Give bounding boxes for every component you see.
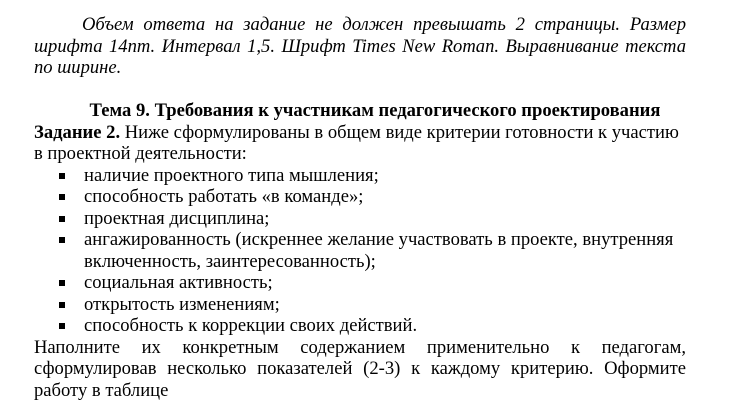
document-page <box>34 14 686 401</box>
criteria-item-text: социальная активность; <box>84 272 273 293</box>
task-text: Ниже сформулированы в общем виде критерии готовности к участию в проектной деятельности: <box>34 121 679 164</box>
square-bullet-icon <box>59 323 65 329</box>
topic-title: Тема 9. Требования к участникам педагогического проектирования <box>89 100 661 121</box>
criteria-list <box>34 165 686 337</box>
blank-line <box>34 79 686 101</box>
criteria-item-text: проектная дисциплина; <box>84 207 270 229</box>
task-label: Задание 2. <box>34 121 121 143</box>
criteria-item <box>84 186 686 208</box>
criteria-item <box>84 229 686 272</box>
criteria-item-text: наличие проектного типа мышления; <box>84 164 379 186</box>
square-bullet-icon <box>59 237 65 243</box>
criteria-item-text: ангажированность (искреннее желание участвовать в проекте, внутренняя включенность, заинтересованность); <box>84 229 674 272</box>
criteria-item <box>84 208 686 230</box>
criteria-item <box>84 294 686 316</box>
criteria-item-text: открытость изменениям; <box>84 293 280 315</box>
square-bullet-icon <box>59 173 65 179</box>
criteria-item-text: способность к коррекции своих действий. <box>84 315 418 336</box>
criteria-item <box>84 165 686 187</box>
square-bullet-icon <box>59 302 65 308</box>
square-bullet-icon <box>59 280 65 286</box>
formatting-instruction: Объем ответа на задание не должен превышать 2 страницы. Размер шрифта 14пт. Интервал 1,5. Шрифт Times New Roman. Выравнивание текста по ширине. <box>34 14 686 78</box>
criteria-item <box>84 272 686 294</box>
task-statement <box>34 122 686 165</box>
square-bullet-icon <box>59 216 65 222</box>
criteria-item-text: способность работать «в команде»; <box>84 186 364 207</box>
square-bullet-icon <box>59 194 65 200</box>
closing-instruction: Наполните их конкретным содержанием применительно к педагогам, сформулировав несколько показателей (2-3) к каждому критерию. Оформите работу в таблице <box>34 336 686 401</box>
criteria-item <box>84 315 686 337</box>
